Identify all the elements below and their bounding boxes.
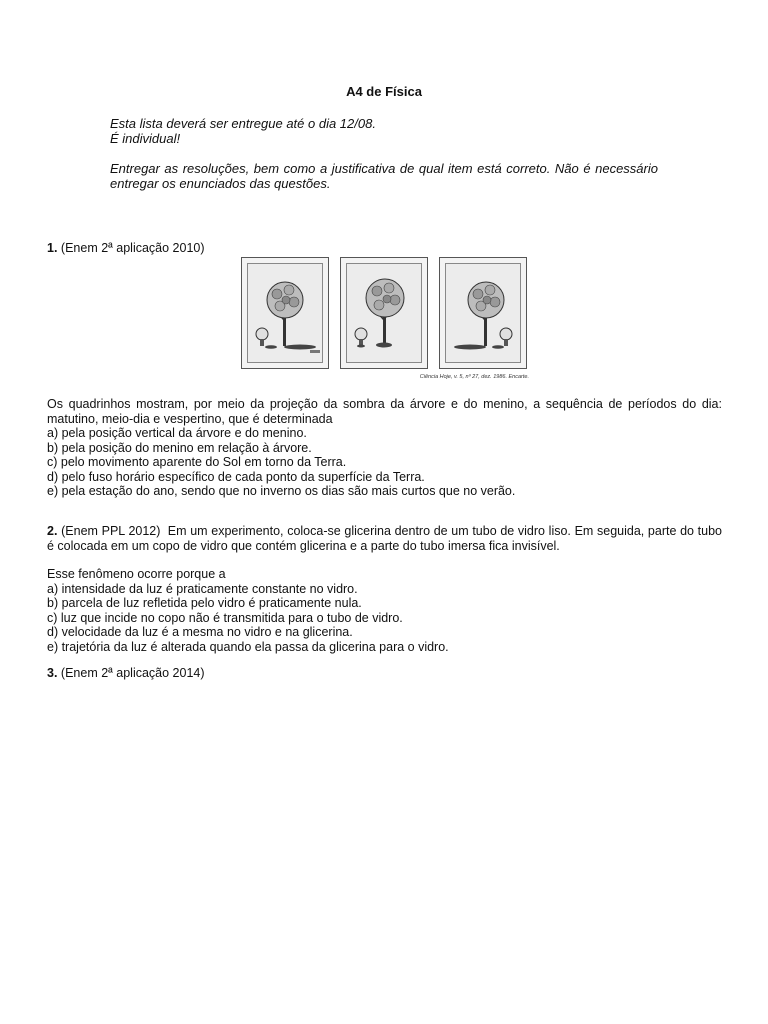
question-1-option-e: e) pela estação do ano, sendo que no inverno os dias são mais curtos que no verão. (47, 484, 516, 498)
comic-panel-noon (340, 257, 428, 369)
comic-panel-afternoon (439, 257, 527, 369)
question-1-body (47, 397, 722, 499)
instructions (110, 116, 658, 191)
comic-strip-figure (241, 257, 531, 383)
question-1-option-d: d) pelo fuso horário específico de cada ponto da superfície da Terra. (47, 469, 425, 484)
question-2-option-c: c) luz que incide no copo não é transmitida para o tubo de vidro. (47, 610, 403, 625)
question-2-header (47, 524, 722, 553)
individual-text: É individual! (110, 131, 181, 146)
question-2-option-e: e) trajetória da luz é alterada quando ela passa da glicerina para o vidro. (47, 639, 449, 654)
question-2-lead: Esse fenômeno ocorre porque a (47, 567, 226, 581)
figure-credit: Ciência Hoje, v. 5, nº 27, dez. 1986. Encarte. (419, 374, 529, 380)
question-2-stem: Em um experimento, coloca-se glicerina dentro de um tubo de vidro liso. Em seguida, parte do tubo é colocada em um copo de vidro que contém glicerina e a parte do tubo imersa fica invisível. (47, 524, 722, 553)
question-3-header (47, 666, 722, 681)
question-1-header (47, 241, 722, 256)
question-1-option-c: c) pelo movimento aparente do Sol em torno da Terra. (47, 455, 347, 469)
question-2-number: 2. (47, 524, 58, 538)
question-3-source: (Enem 2ª aplicação 2014) (60, 666, 205, 680)
question-2-body (47, 567, 722, 654)
page-title: A4 de Física (346, 84, 422, 99)
question-2-option-b: b) parcela de luz refletida pelo vidro é praticamente nula. (47, 596, 362, 610)
question-2-option-a: a) intensidade da luz é praticamente constante no vidro. (47, 581, 358, 596)
question-1-source: (Enem 2ª aplicação 2010) (60, 241, 205, 255)
question-1-stem: Os quadrinhos mostram, por meio da projeção da sombra da árvore e do menino, a sequência de períodos do dia: matutino, meio-dia e vespertino, que é determinada (47, 397, 722, 426)
question-1-number: 1. (47, 241, 58, 255)
question-1-option-a: a) pela posição vertical da árvore e do menino. (47, 426, 307, 440)
submission-instructions: Entregar as resoluções, bem como a justificativa de qual item está correto. Não é necessário entregar os enunciados das questões. (110, 161, 658, 191)
deadline-text: Esta lista deverá ser entregue até o dia 12/08. (110, 116, 376, 131)
question-2-option-d: d) velocidade da luz é a mesma no vidro e na glicerina. (47, 625, 353, 639)
question-2-source: (Enem PPL 2012) (61, 524, 161, 538)
comic-panel-morning (241, 257, 329, 369)
question-3-number: 3. (47, 666, 58, 680)
question-1-option-b: b) pela posição do menino em relação à árvore. (47, 440, 312, 455)
